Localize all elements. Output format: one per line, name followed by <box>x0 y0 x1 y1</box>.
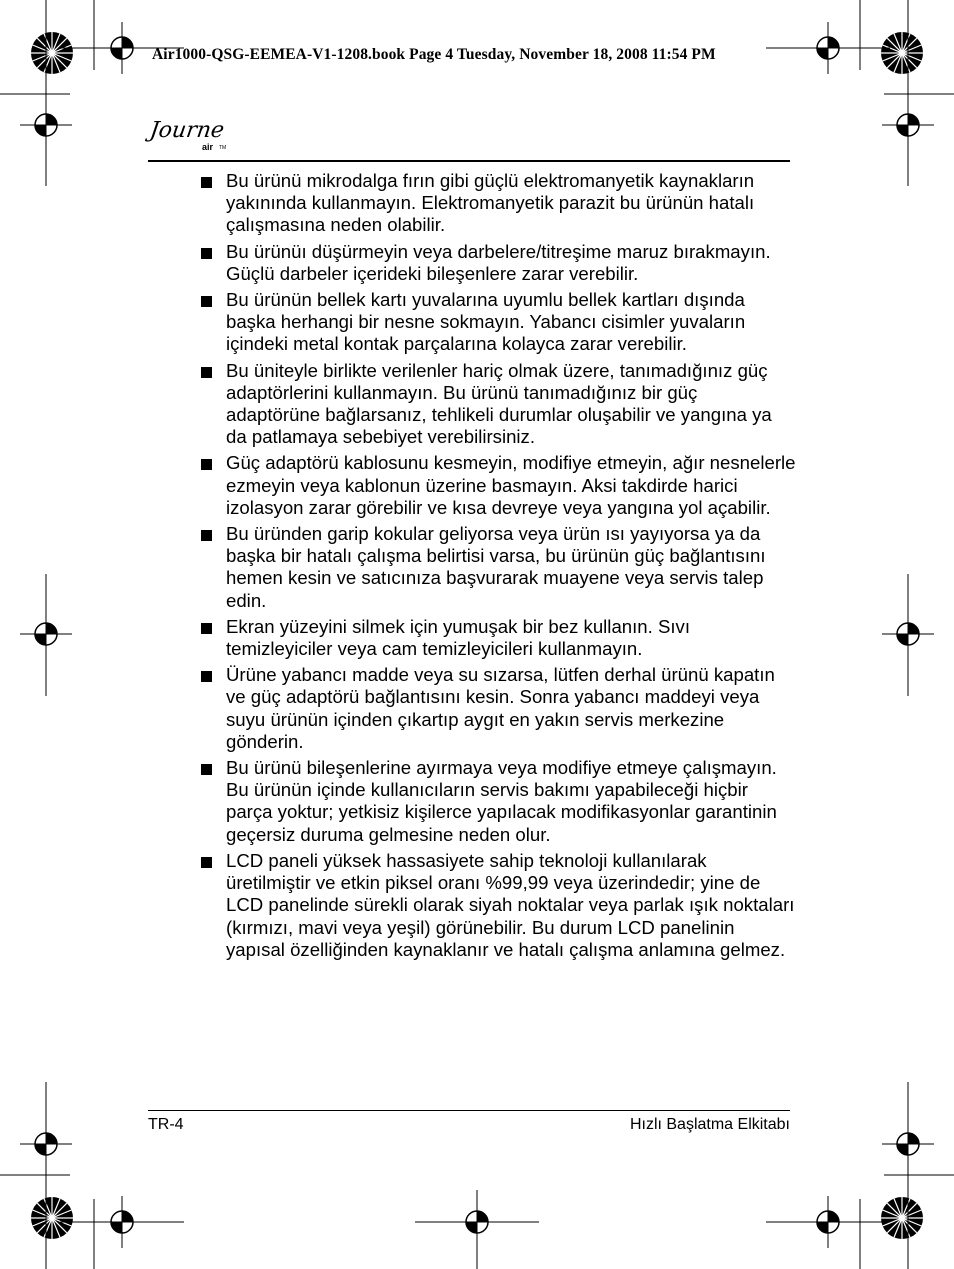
list-item <box>200 360 796 449</box>
list-item <box>200 757 796 846</box>
list-item <box>200 170 796 237</box>
logo-sub: air <box>202 142 214 152</box>
list-item <box>200 523 796 612</box>
bullet-text: Bu ürünün bellek kartı yuvalarına uyumlu bellek kartları dışında başka herhangi bir nesne sokmayın. Yabancı cisimler yuvaların içindeki metal kontak parçalarına kolayca zarar verebilir. <box>226 289 746 355</box>
bullet-text: Bu ürünü mikrodalga fırın gibi güçlü elektromanyetik kaynakların yakınında kullanmayın. Elektromanyetik parazit bu ürünün hatalı çalışmasına neden olabilir. <box>226 170 755 236</box>
bullet-square-icon <box>201 764 212 775</box>
footer-rule <box>148 1110 790 1111</box>
bullet-square-icon <box>201 248 212 259</box>
bullet-text: Ürüne yabancı madde veya su sızarsa, lütfen derhal ürünü kapatın ve güç adaptörü bağlantısını kesin. Sonra yabancı maddeyi veya suyu ürünün içinden çıkartıp aygıt en yakın servis merkezine gönderin. <box>226 664 775 752</box>
bullet-square-icon <box>201 623 212 634</box>
bullet-text: Güç adaptörü kablosunu kesmeyin, modifiye etmeyin, ağır nesnelerle ezmeyin veya kablonun üzerine basmayın. Aksi takdirde harici izolasyon zarar görebilir ve kısa devreye veya yangına yol açabilir. <box>226 452 796 518</box>
logo-trademark: TM <box>219 145 227 151</box>
page-number: TR-4 <box>148 1116 184 1133</box>
bullet-square-icon <box>201 459 212 470</box>
bullet-text: Bu üründen garip kokular geliyorsa veya ürün ısı yayıyorsa ya da başka bir hatalı çalışma belirtisi varsa, bu ürünün güç bağlantısını hemen kesin ve satıcınıza başvurarak muayene veya servis talep edin. <box>226 523 766 611</box>
bullet-square-icon <box>201 296 212 307</box>
bullet-text: Bu üniteyle birlikte verilenler hariç olmak üzere, tanımadığınız güç adaptörlerini kullanmayın. Bu ürünü tanımadığınız bir güç adaptörüne bağlarsanız, tehlikeli durumlar oluşabilir ve yangına ya da patlamaya sebebiyet verebilirsiniz. <box>226 359 772 448</box>
journe-air-logo <box>146 118 236 162</box>
list-item <box>200 241 796 285</box>
bullet-text: Bu ürünüı düşürmeyin veya darbelere/titreşime maruz bırakmayın. Güçlü darbeler içerideki bileşenlere zarar verebilir. <box>226 240 771 284</box>
bullet-square-icon <box>201 857 212 868</box>
list-item <box>200 850 796 961</box>
bullet-text: Ekran yüzeyini silmek için yumuşak bir bez kullanın. Sıvı temizleyiciler veya cam temizleyicileri kullanmayın. <box>226 615 690 660</box>
bullet-text: Bu ürünü bileşenlerine ayırmaya veya modifiye etmeye çalışmayın. Bu ürünün içinde kullanıcıların servis bakımı yapabileceği hiçbir parça yoktur; yetkisiz kişilerce yapılacak modifikasyonlar garantinin geçersiz duruma gelmesine neden olur. <box>226 757 777 845</box>
bullet-square-icon <box>201 177 212 188</box>
bullet-square-icon <box>201 671 212 682</box>
logo-script: Journe <box>148 118 226 143</box>
header-rule <box>148 160 790 162</box>
bullet-square-icon <box>201 367 212 378</box>
book-header-meta: Air1000-QSG-EEMEA-V1-1208.book Page 4 Tuesday, November 18, 2008 11:54 PM <box>152 46 716 63</box>
footer-title: Hızlı Başlatma Elkitabı <box>629 1116 790 1133</box>
list-item <box>200 616 796 660</box>
list-item <box>200 452 796 519</box>
list-item <box>200 664 796 753</box>
safety-bullet-list <box>200 170 796 965</box>
list-item <box>200 289 796 356</box>
bullet-text: LCD paneli yüksek hassasiyete sahip teknoloji kullanılarak üretilmiştir ve etkin piksel oranı %99,99 veya üzerindedir; yine de LCD panelinde sürekli olarak siyah noktalar veya parlak ışık noktaları (kırmızı, mavi veya yeşil) görünebilir. Bu durum LCD panelinin yapısal özelliğinden kaynaklanır ve hatalı çalışma anlamına gelmez. <box>226 849 795 960</box>
bullet-square-icon <box>201 530 212 541</box>
